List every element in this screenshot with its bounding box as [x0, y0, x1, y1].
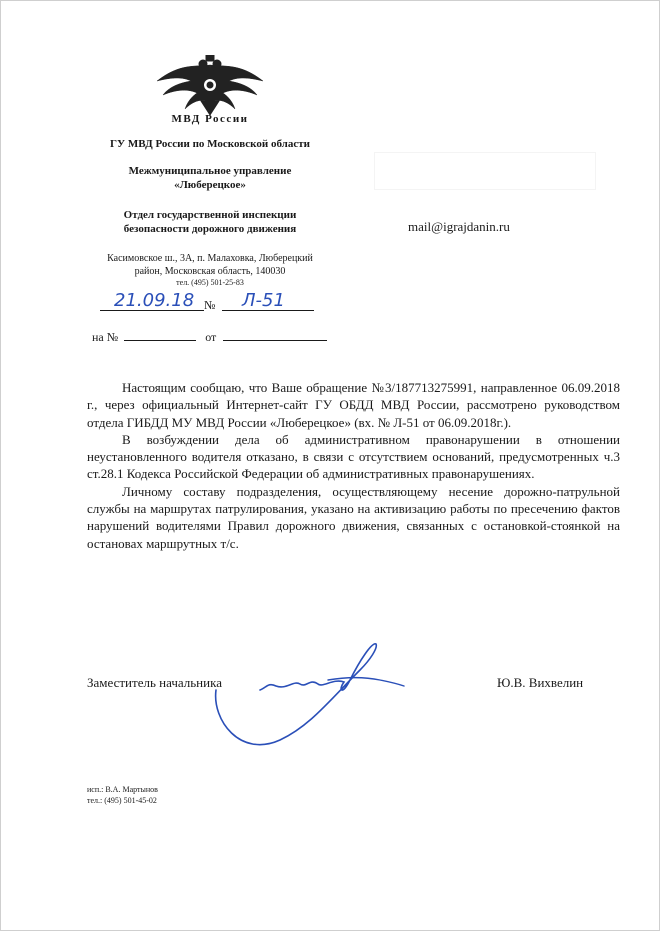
department-name: ГУ МВД России по Московской области: [110, 138, 310, 150]
executor-name: исп.: В.А. Мартынов: [87, 785, 158, 794]
redacted-block: [375, 153, 595, 189]
signer-name: Ю.В. Вихвелин: [497, 675, 584, 690]
handwritten-signature: [210, 640, 410, 760]
recipient-email: mail@igrajdanin.ru: [408, 219, 510, 234]
ref-from-label: от: [205, 330, 217, 344]
body-paragraph-3: Личному составу подразделения, осуществляющему несение дорожно-патрульной службы на маршрутах патрулирования, указано на активизацию работы по пресечению фактов нарушений водителями Правил дорожного движения, связанных с остановкой-стоянкой на остановах маршрутных т/с.: [87, 483, 620, 551]
division-name-line2: безопасности дорожного движения: [123, 223, 297, 235]
address: [80, 252, 340, 278]
division-name-line1: Отдел государственной инспекции: [123, 209, 297, 221]
executor-info: [87, 784, 158, 806]
registration-number: Л-51: [242, 290, 285, 311]
office-name-line2: «Люберецкое»: [174, 179, 246, 191]
ministry-title: МВД России: [171, 113, 249, 125]
phone: тел. (495) 501-25-83: [176, 278, 244, 287]
registration-date: 21.09.18: [114, 290, 195, 311]
reference-line: [92, 330, 327, 345]
ref-number-label: на №: [92, 330, 119, 344]
executor-phone: тел.: (495) 501-45-02: [87, 796, 157, 805]
address-line2: район, Московская область, 140030: [134, 266, 286, 277]
registration-line: [92, 288, 327, 316]
mvd-emblem-icon: [155, 55, 265, 117]
body-paragraph-2: В возбуждении дела об административном правонарушении в отношении неустановленного водителя отказано, в связи с отсутствием оснований, предусмотренных ч.3 ст.28.1 Кодекса Российской Федерации об административных правонарушениях.: [87, 431, 620, 482]
office-name-line1: Межмуниципальное управление: [128, 165, 292, 177]
body-paragraph-1: Настоящим сообщаю, что Ваше обращение №3/187713275991, направленное 06.09.2018 г., через официальный Интернет-сайт ГУ ОБДД МВД России, рассмотрено руководством отдела ГИБДД МУ МВД России «Люберецкое» (вх. № Л-51 от 06.09.2018г.).: [87, 380, 620, 430]
number-label: №: [204, 298, 216, 312]
signer-title: Заместитель начальника: [87, 675, 222, 690]
letter-body: [87, 379, 620, 552]
address-line1: Касимовское ш., 3А, п. Малаховка, Люберецкий: [107, 253, 313, 264]
